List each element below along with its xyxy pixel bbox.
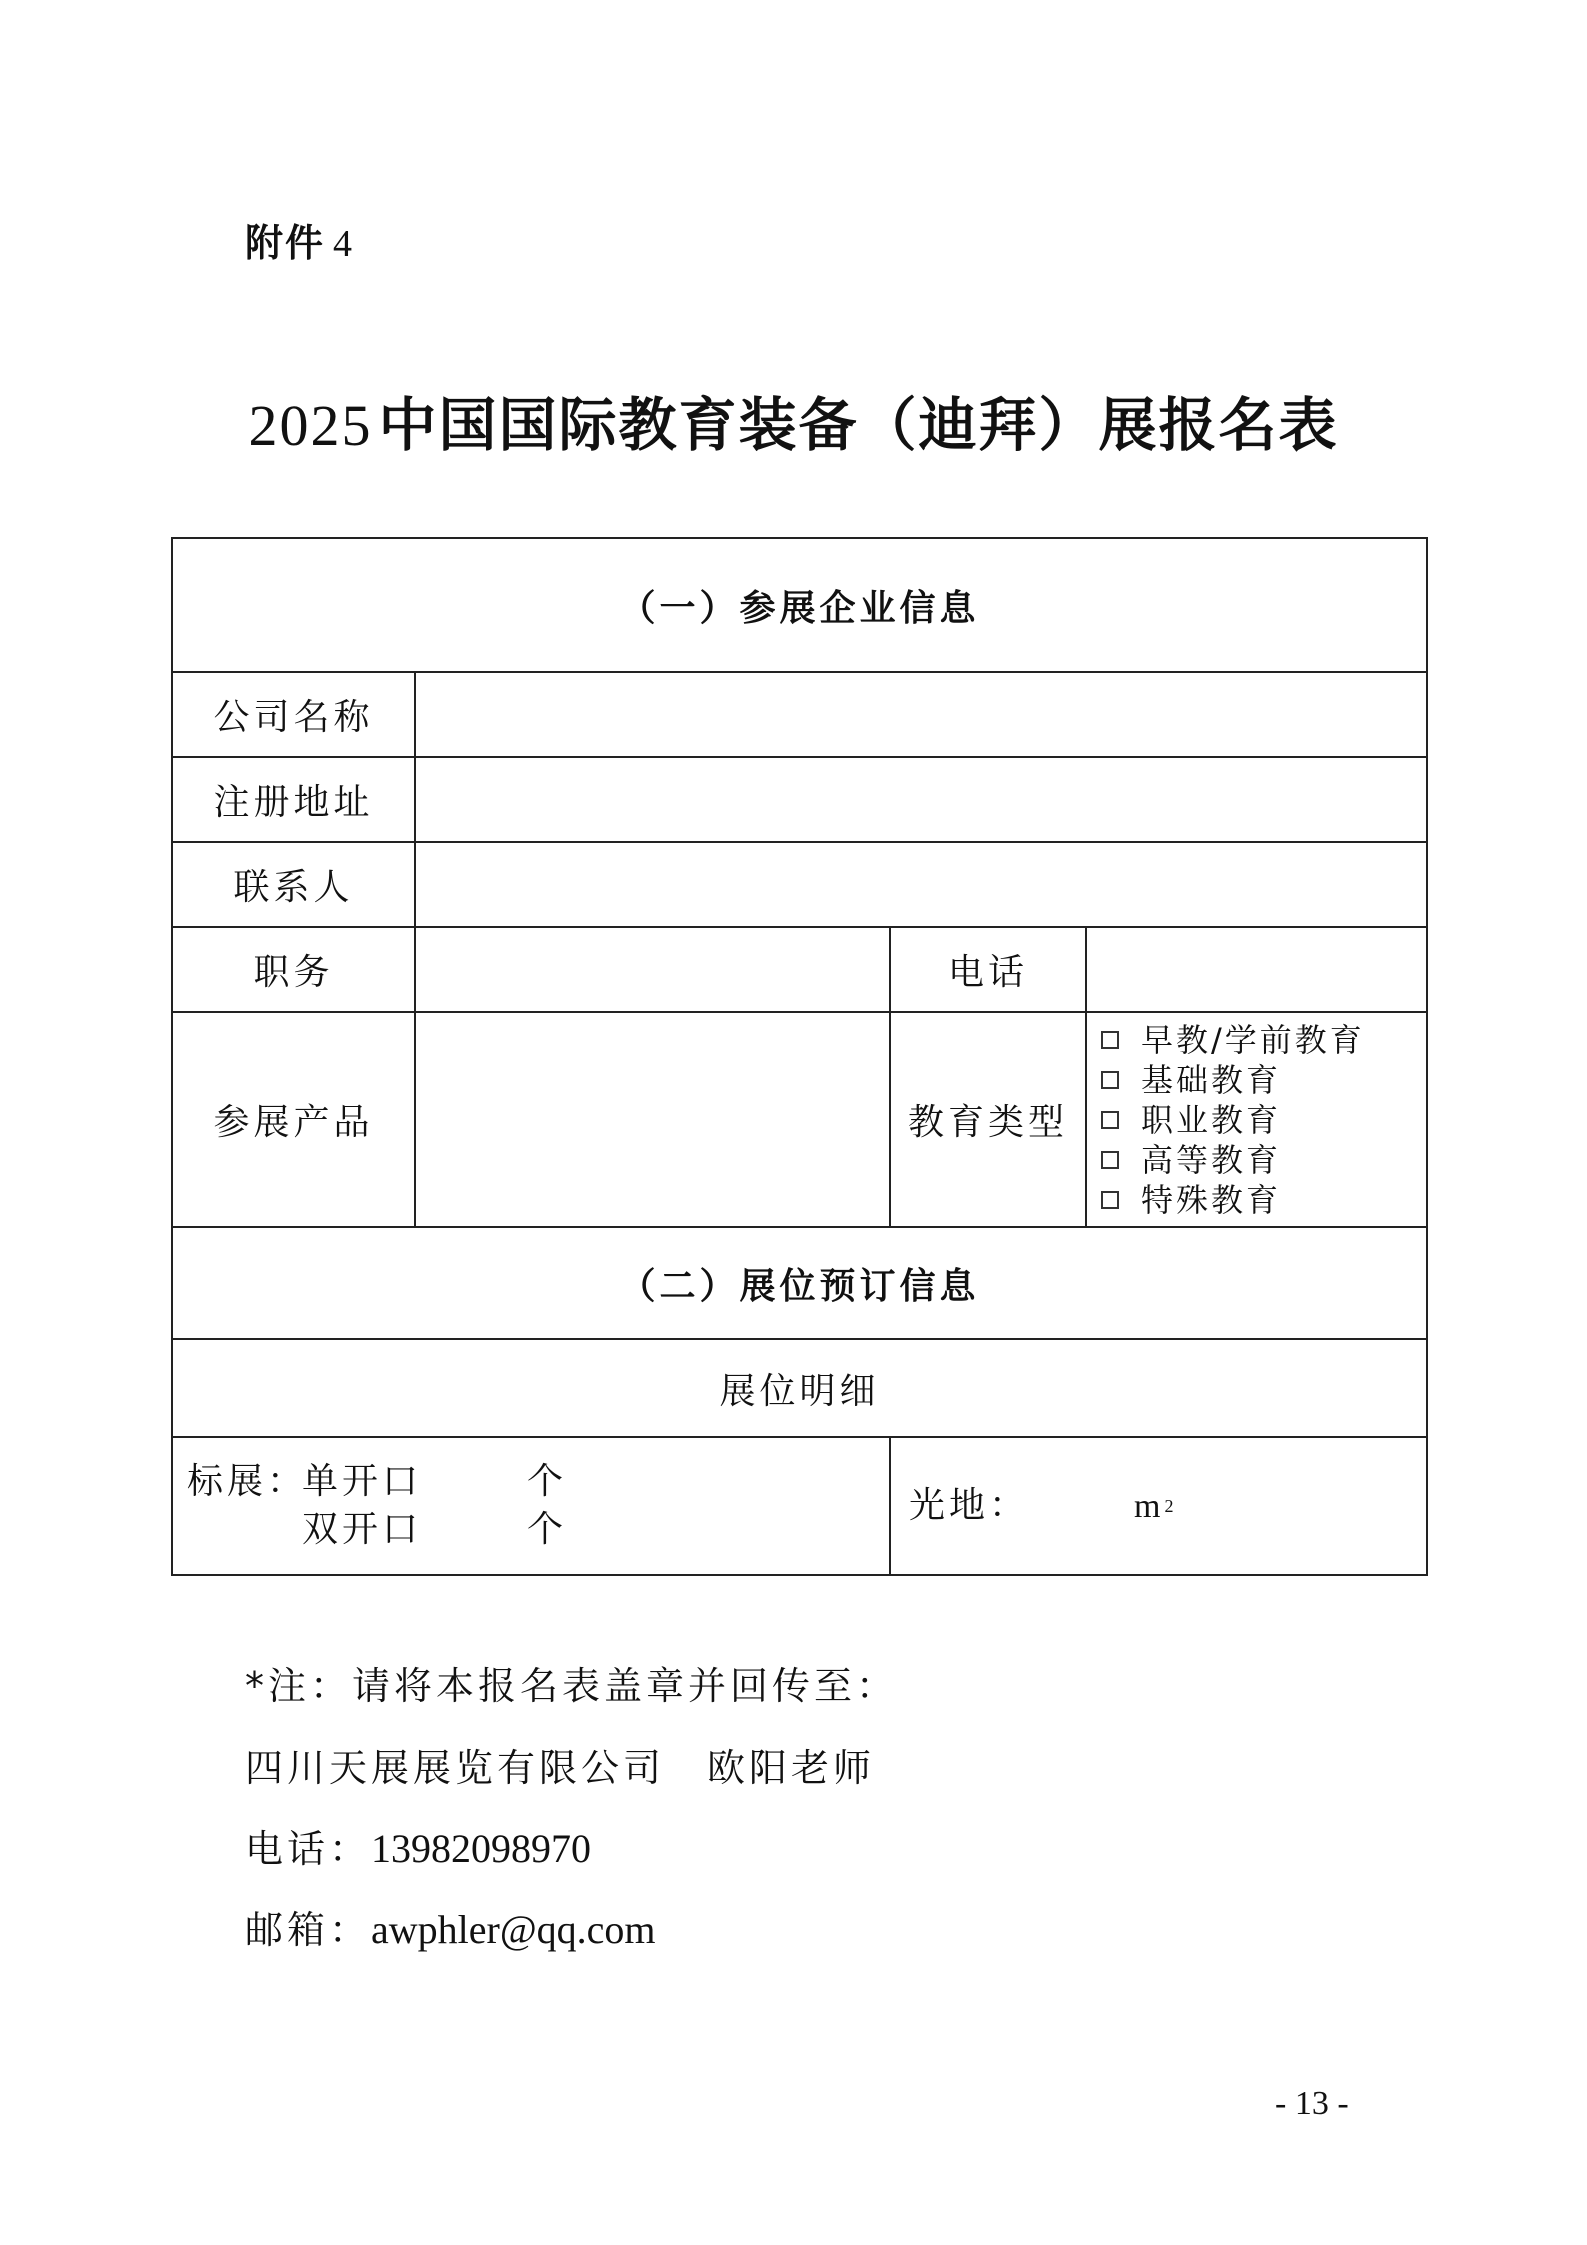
attachment-text: 附件 (245, 221, 326, 265)
edu-option-label: 高等教育 (1141, 1140, 1282, 1179)
edu-option-label: 早教/学前教育 (1141, 1020, 1365, 1059)
double-open-label: 双开口 (302, 1509, 423, 1550)
single-open-line (187, 1458, 889, 1506)
phone-field[interactable] (1086, 927, 1427, 1012)
checkbox-icon[interactable] (1101, 1031, 1119, 1049)
checkbox-icon[interactable] (1101, 1151, 1119, 1169)
edu-option-basic[interactable] (1101, 1060, 1426, 1100)
registered-address-field[interactable] (415, 757, 1427, 842)
checkbox-icon[interactable] (1101, 1111, 1119, 1129)
edu-option-early[interactable] (1101, 1020, 1426, 1060)
title-text: 中国国际教育装备（迪拜）展报名表 (378, 391, 1339, 459)
contact-person-label: 联系人 (172, 842, 415, 927)
checkbox-icon[interactable] (1101, 1071, 1119, 1089)
raw-space-line (891, 1482, 1426, 1531)
company-name-field[interactable] (415, 672, 1427, 757)
registered-address-label: 注册地址 (172, 757, 415, 842)
page-number: - 13 - (1275, 2085, 1349, 2122)
standard-booth-options (173, 1458, 889, 1554)
phone-label: 电话 (890, 927, 1086, 1012)
edu-option-label: 基础教育 (1141, 1060, 1282, 1099)
edu-option-higher[interactable] (1101, 1140, 1426, 1180)
note-company-contact: 四川天展展览有限公司 欧阳老师 (245, 1746, 876, 1790)
company-name-label: 公司名称 (172, 672, 415, 757)
standard-booth-label: 标展： (187, 1461, 308, 1502)
registration-form-table (171, 537, 1428, 1576)
double-open-unit: 个 (527, 1509, 568, 1550)
exhibit-products-field[interactable] (415, 1012, 890, 1227)
exhibit-products-label: 参展产品 (172, 1012, 415, 1227)
section-company-info-heading: （一）参展企业信息 (172, 538, 1427, 672)
checkbox-icon[interactable] (1101, 1191, 1119, 1209)
contact-person-field[interactable] (415, 842, 1427, 927)
attachment-number: 4 (333, 223, 355, 265)
edu-option-label: 特殊教育 (1141, 1180, 1282, 1219)
square-meter-unit: $m^2$ (1134, 1487, 1178, 1525)
document-title (0, 378, 1587, 462)
education-type-list (1087, 1020, 1426, 1220)
section-booth-booking-heading: （二）展位预订信息 (172, 1227, 1427, 1339)
phone-label: 电话： (245, 1827, 372, 1871)
standard-booth-cell (172, 1437, 890, 1575)
raw-space-cell (890, 1437, 1427, 1575)
single-open-label: 单开口 (302, 1461, 423, 1502)
edu-option-special[interactable] (1101, 1180, 1426, 1220)
raw-space-label: 光地： (909, 1484, 1030, 1526)
position-field[interactable] (415, 927, 890, 1012)
attachment-label (245, 212, 354, 267)
phone-number: 13982098970 (371, 1826, 592, 1871)
title-year: 2025 (248, 393, 373, 458)
email-label: 邮箱： (245, 1908, 372, 1952)
position-label: 职务 (172, 927, 415, 1012)
note-email (245, 1899, 656, 1954)
note-phone (245, 1818, 591, 1873)
edu-option-vocational[interactable] (1101, 1100, 1426, 1140)
note-instruction: *注：请将本报名表盖章并回传至： (245, 1664, 899, 1708)
single-open-unit: 个 (527, 1461, 568, 1502)
email-address: awphler@qq.com (371, 1907, 656, 1952)
booth-detail-label: 展位明细 (172, 1339, 1427, 1437)
education-type-label: 教育类型 (890, 1012, 1086, 1227)
edu-option-label: 职业教育 (1141, 1100, 1282, 1139)
education-type-options (1086, 1012, 1427, 1227)
double-open-line (187, 1506, 889, 1554)
